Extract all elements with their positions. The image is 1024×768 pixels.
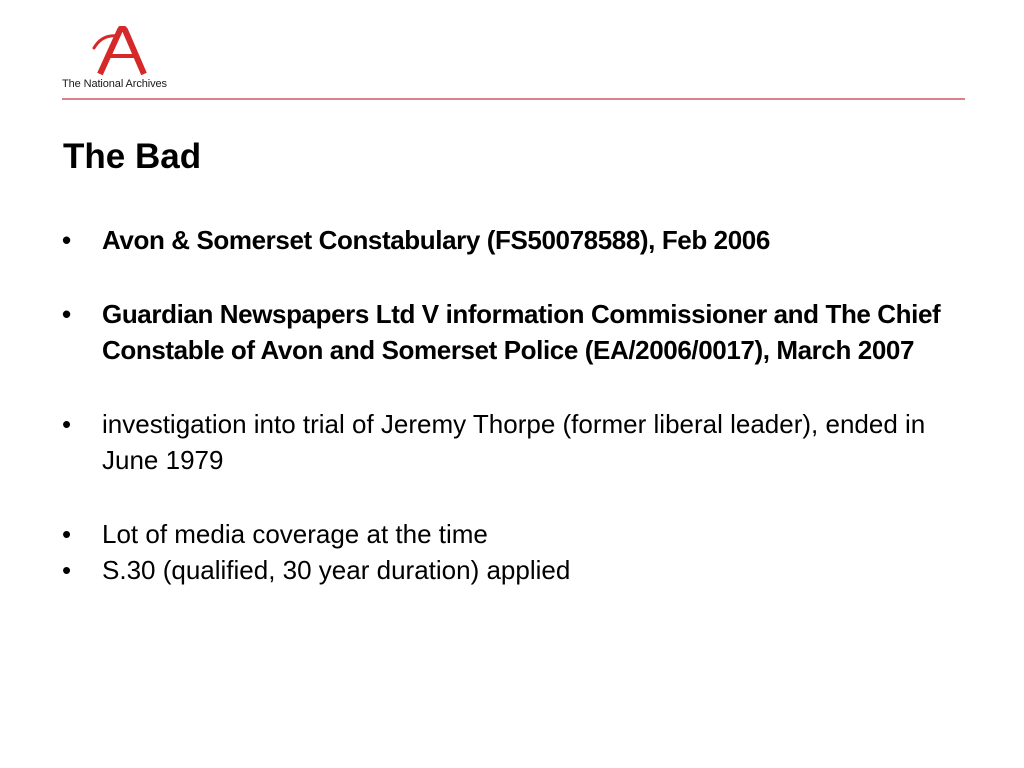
bullet-item	[62, 552, 962, 589]
bullet-text: Guardian Newspapers Ltd V information Commissioner and The Chief Constable of Avon and Somerset Police (EA/2006/0017), March 2007	[102, 298, 941, 365]
bullet-list	[62, 222, 962, 589]
bullet-dot: •	[62, 518, 72, 549]
bullet-text: S.30 (qualified, 30 year duration) applied	[102, 555, 571, 585]
national-archives-a-icon	[92, 26, 152, 76]
bullet-item	[62, 296, 962, 369]
bullet-text: Lot of media coverage at the time	[102, 518, 488, 549]
header-divider	[62, 98, 965, 100]
national-archives-logo	[62, 26, 192, 92]
bullet-dot: •	[62, 408, 72, 439]
slide-title: The Bad	[63, 137, 202, 176]
bullet-item	[62, 406, 962, 479]
bullet-dot: •	[62, 225, 71, 255]
bullet-text: Avon & Somerset Constabulary (FS50078588), Feb 2006	[102, 225, 770, 255]
logo-text: The National Archives	[62, 78, 167, 90]
bullet-item	[62, 222, 962, 259]
bullet-item	[62, 516, 962, 553]
bullet-text: investigation into trial of Jeremy Thorpe (former liberal leader), ended in June 1979	[102, 408, 926, 475]
bullet-dot: •	[62, 555, 72, 585]
bullet-dot: •	[62, 298, 71, 329]
